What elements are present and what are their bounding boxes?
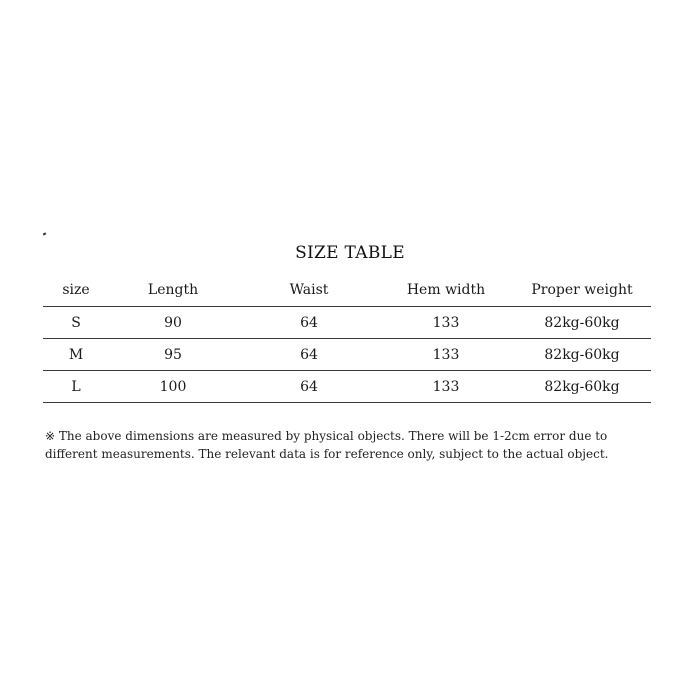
header-hem-width: Hem width [406, 282, 486, 298]
cell-waist: 64 [300, 346, 318, 363]
table-row [43, 307, 651, 339]
cell-hem-width: 133 [432, 346, 460, 363]
header-size: size [62, 282, 90, 298]
cell-waist: 64 [300, 378, 318, 395]
cell-size: M [68, 346, 84, 363]
cell-proper-weight: 82kg-60kg [544, 314, 620, 331]
note-line-2: different measurements. The relevant data is for reference only, subject to the actual object. [45, 447, 609, 461]
cell-hem-width: 133 [432, 314, 460, 331]
note-line-1: ※ The above dimensions are measured by physical objects. There will be 1-2cm error due to [45, 429, 608, 443]
table-row [43, 339, 651, 371]
measurement-note [45, 427, 645, 463]
size-table [43, 274, 651, 403]
cell-length: 90 [164, 314, 182, 331]
cell-proper-weight: 82kg-60kg [544, 346, 620, 363]
stray-mark [43, 232, 47, 235]
cell-length: 100 [159, 378, 187, 395]
cell-length: 95 [164, 346, 182, 363]
cell-waist: 64 [300, 314, 318, 331]
header-length: Length [147, 282, 199, 298]
table-row [43, 371, 651, 403]
cell-proper-weight: 82kg-60kg [544, 378, 620, 395]
cell-size: L [71, 378, 81, 395]
cell-size: S [71, 314, 81, 331]
page-title: SIZE TABLE [295, 243, 405, 263]
table-header-row [43, 274, 651, 307]
header-waist: Waist [289, 282, 329, 298]
cell-hem-width: 133 [432, 378, 460, 395]
header-proper-weight: Proper weight [531, 282, 633, 298]
